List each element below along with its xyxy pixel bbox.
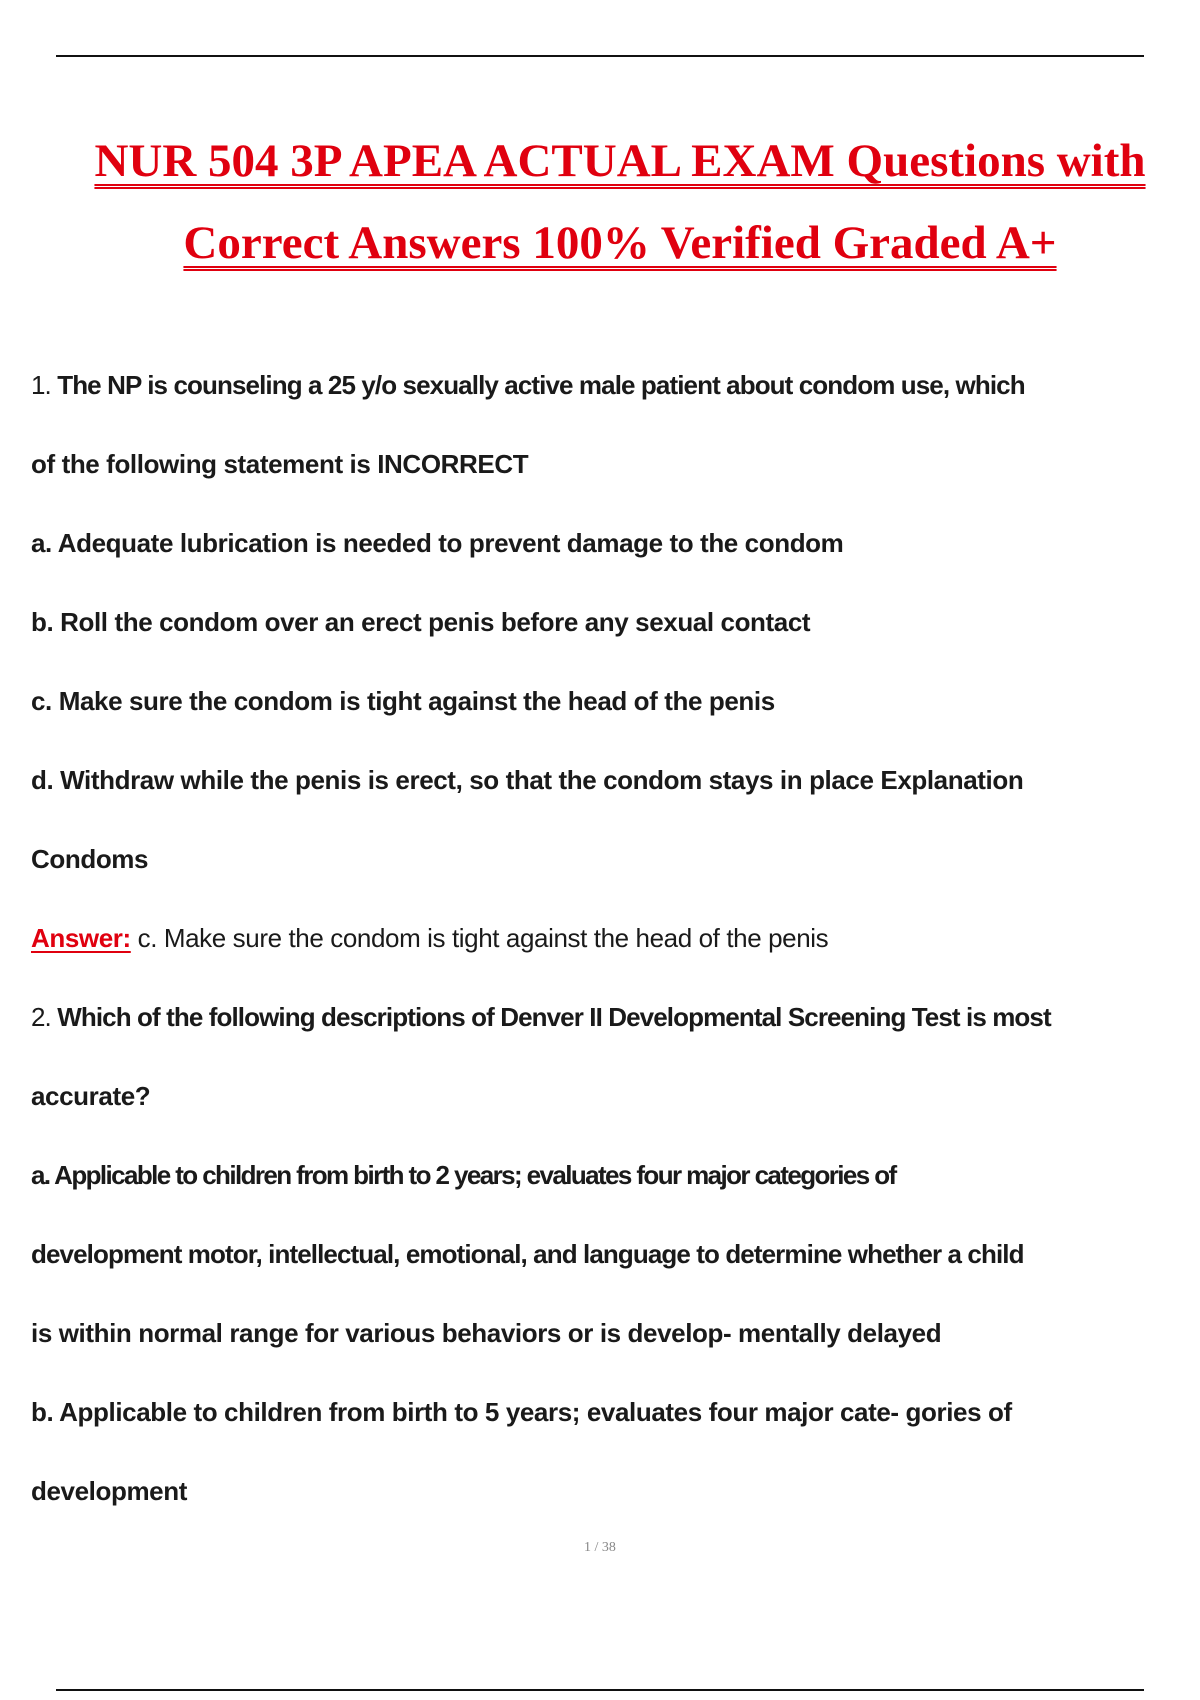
answer-text: c. Make sure the condom is tight against the head of the penis [137, 923, 829, 953]
question-1-option-b: b. Roll the condom over an erect penis before any sexual contact [31, 607, 811, 637]
question-1-number: 1. [31, 370, 51, 400]
question-2-number: 2. [31, 1002, 51, 1032]
question-1-option-a: a. Adequate lubrication is needed to prevent damage to the condom [31, 528, 844, 558]
bottom-rule [56, 1689, 1144, 1691]
document-title-line-2: Correct Answers 100% Verified Graded A+ [183, 217, 1057, 269]
question-1-option-d: d. Withdraw while the penis is erect, so that the condom stays in place Explanation [31, 765, 1024, 795]
question-2-option-b: b. Applicable to children from birth to 5 years; evaluates four major cate- gories of [31, 1397, 1012, 1427]
page-indicator: 1 / 38 [584, 1540, 616, 1555]
question-2-option-a-line-2: development motor, intellectual, emotional, and language to determine whether a child [31, 1239, 1024, 1269]
question-1-option-d-line-2: Condoms [31, 844, 149, 874]
question-2-option-a-line-3: is within normal range for various behaviors or is develop- mentally delayed [31, 1318, 942, 1348]
question-2-stem [31, 1002, 1191, 1032]
question-1-answer [31, 923, 828, 953]
question-1-option-c: c. Make sure the condom is tight against the head of the penis [31, 686, 775, 716]
answer-label: Answer: [31, 923, 131, 953]
question-2-option-b-line-2: development [31, 1476, 187, 1506]
question-2-option-a: a. Applicable to children from birth to 2 years; evaluates four major categories of [31, 1160, 896, 1190]
top-rule [56, 55, 1144, 57]
question-2-text-line-2: accurate? [31, 1081, 151, 1111]
question-1-text-line-2: of the following statement is INCORRECT [31, 449, 529, 479]
question-1-text-line-1: The NP is counseling a 25 y/o sexually active male patient about condom use, which [57, 370, 1025, 400]
question-1-stem [31, 370, 1191, 400]
question-2-text-line-1: Which of the following descriptions of Denver II Developmental Screening Test is most [57, 1002, 1051, 1032]
document-title-line-1: NUR 504 3P APEA ACTUAL EXAM Questions with [94, 135, 1146, 187]
